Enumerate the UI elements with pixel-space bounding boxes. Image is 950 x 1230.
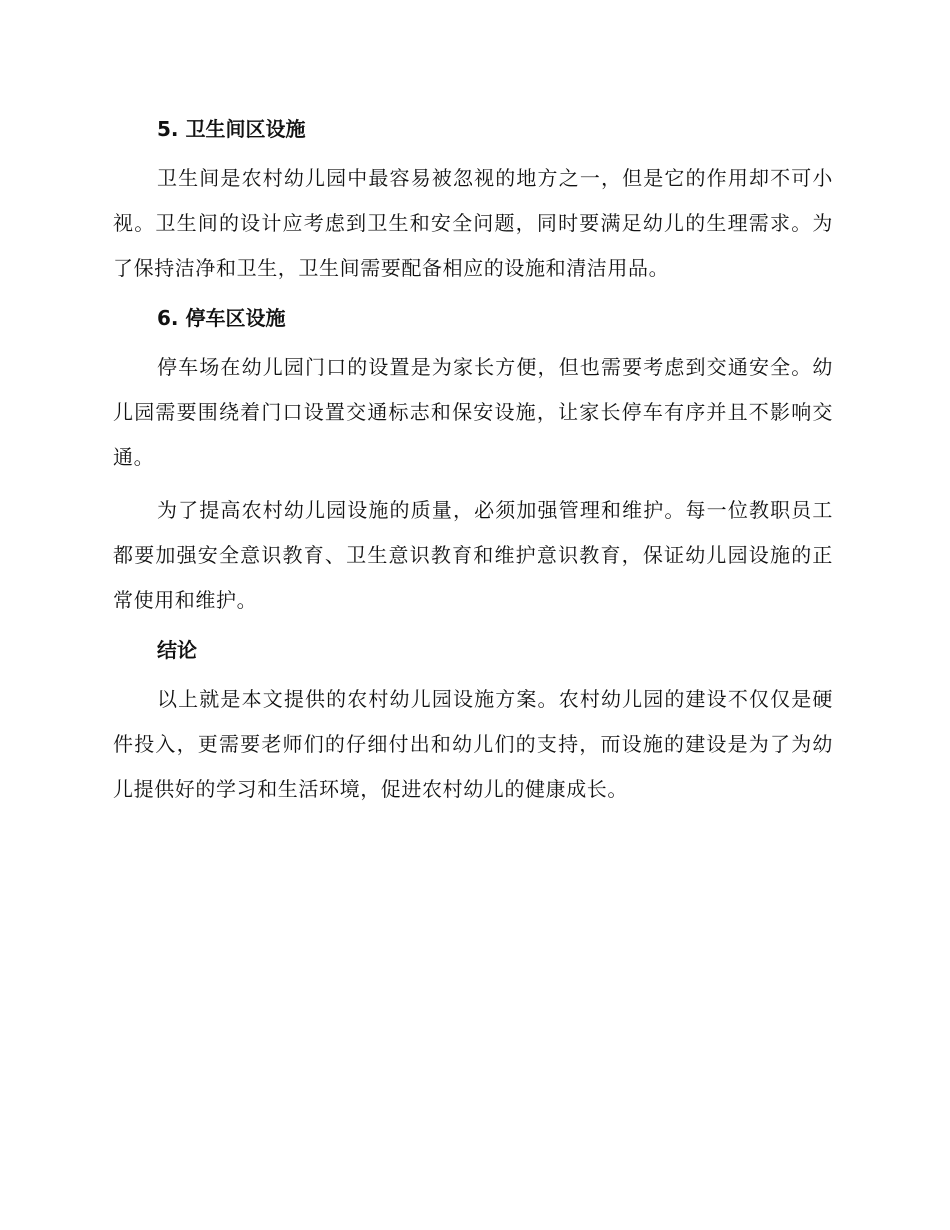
paragraph-conclusion: 以上就是本文提供的农村幼儿园设施方案。农村幼儿园的建设不仅仅是硬件投入，更需要老师们的仔细付出和幼儿们的支持，而设施的建设是为了为幼儿提供好的学习和生活环境，促进农村幼儿的健康成长。 — [113, 687, 833, 801]
section-heading-conclusion: 结论 — [157, 638, 197, 662]
paragraph-maintenance: 为了提高农村幼儿园设施的质量，必须加强管理和维护。每一位教职员工都要加强安全意识教育、卫生意识教育和维护意识教育，保证幼儿园设施的正常使用和维护。 — [113, 498, 833, 612]
document-body — [113, 110, 833, 820]
section-heading-parking: 6. 停车区设施 — [157, 306, 286, 330]
section-heading-toilet: 5. 卫生间区设施 — [157, 117, 306, 141]
paragraph-parking: 停车场在幼儿园门口的设置是为家长方便，但也需要考虑到交通安全。幼儿园需要围绕着门口设置交通标志和保安设施，让家长停车有序并且不影响交通。 — [113, 355, 833, 469]
paragraph-toilet: 卫生间是农村幼儿园中最容易被忽视的地方之一，但是它的作用却不可小视。卫生间的设计应考虑到卫生和安全问题，同时要满足幼儿的生理需求。为了保持洁净和卫生，卫生间需要配备相应的设施和清洁用品。 — [113, 166, 833, 280]
